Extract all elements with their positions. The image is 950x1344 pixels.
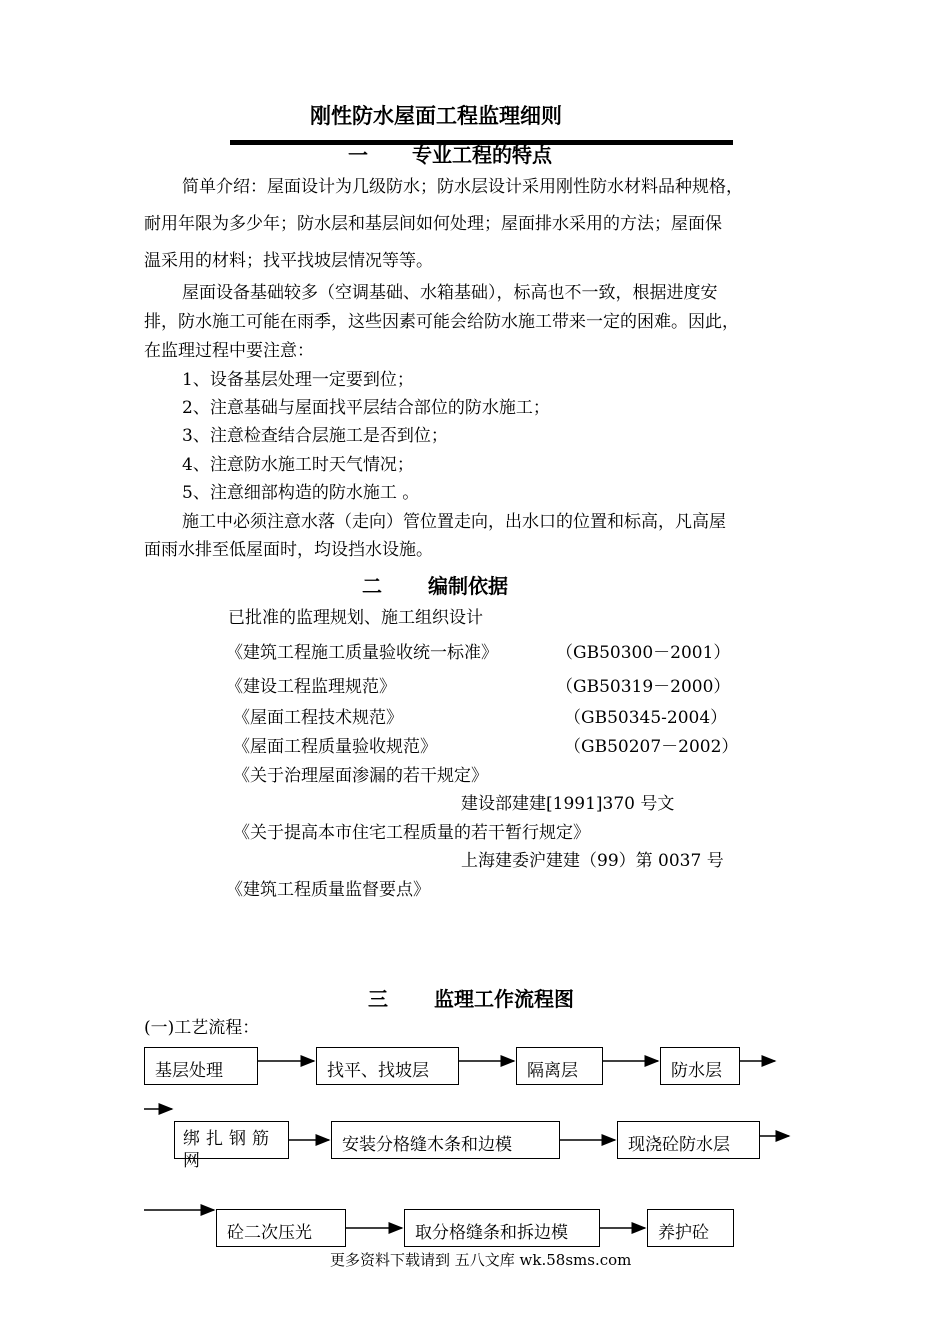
ref-2-name: 《建设工程监理规范》 xyxy=(226,677,396,697)
basis-first: 已批准的监理规划、施工组织设计 xyxy=(228,608,483,628)
section-1-number: 一 xyxy=(348,143,368,167)
ref-7-name: 《建筑工程质量监督要点》 xyxy=(226,880,430,900)
ref-5-issuer: 建设部建建[1991]370 号文 xyxy=(461,794,675,814)
ref-6-name: 《关于提高本市住宅工程质量的若干暂行规定》 xyxy=(233,823,590,843)
para2-line-3: 在监理过程中要注意： xyxy=(144,341,314,361)
footer-text: 更多资料下载请到 五八文库 wk.58sms.com xyxy=(330,1251,632,1269)
intro-line-3: 温采用的材料；找平找坡层情况等等。 xyxy=(144,251,433,271)
list-item-1: 1、设备基层处理一定要到位； xyxy=(182,370,414,390)
section-1-heading: 专业工程的特点 xyxy=(412,143,552,167)
flow-step-base-treatment: 基层处理 xyxy=(144,1047,258,1085)
ref-6-issuer: 上海建委沪建建（99）第 0037 号 xyxy=(461,851,724,871)
flow-step-cast-concrete: 现浇砼防水层 xyxy=(617,1121,760,1159)
para3-line-2: 面雨水排至低屋面时，均设挡水设施。 xyxy=(144,540,433,560)
ref-4-code: （GB50207－2002） xyxy=(564,737,739,757)
para2-line-2: 排，防水施工可能在雨季，这些因素可能会给防水施工带来一定的困难。因此， xyxy=(144,312,739,332)
flow-step-isolation: 隔离层 xyxy=(516,1047,603,1085)
flow-step-waterproof: 防水层 xyxy=(660,1047,740,1085)
ref-3-name: 《屋面工程技术规范》 xyxy=(233,708,403,728)
section-3-number: 三 xyxy=(368,987,388,1011)
flow-step-curing: 养护砼 xyxy=(647,1209,734,1247)
flow-step-rebar: 绑扎钢筋网 xyxy=(174,1121,289,1159)
flow-step-remove-strips: 取分格缝条和拆边模 xyxy=(404,1209,600,1247)
para3-line-1: 施工中必须注意水落（走向）管位置走向，出水口的位置和标高，凡高屋 xyxy=(182,512,726,532)
ref-2-code: （GB50319－2000） xyxy=(556,677,731,697)
ref-4-name: 《屋面工程质量验收规范》 xyxy=(233,737,437,757)
ref-5-name: 《关于治理屋面渗漏的若干规定》 xyxy=(233,766,488,786)
ref-3-code: （GB50345-2004） xyxy=(564,708,728,728)
document-title: 刚性防水屋面工程监理细则 xyxy=(310,104,562,128)
list-item-5: 5、注意细部构造的防水施工 。 xyxy=(182,483,420,503)
list-item-4: 4、注意防水施工时天气情况； xyxy=(182,455,414,475)
para2-line-1: 屋面设备基础较多（空调基础、水箱基础），标高也不一致，根据进度安 xyxy=(182,283,718,303)
flow-step-leveling: 找平、找坡层 xyxy=(316,1047,459,1085)
list-item-3: 3、注意检查结合层施工是否到位； xyxy=(182,426,448,446)
ref-1-name: 《建筑工程施工质量验收统一标准》 xyxy=(226,643,498,663)
section-2-heading: 编制依据 xyxy=(428,574,508,598)
ref-1-code: （GB50300－2001） xyxy=(556,643,731,663)
section-3-heading: 监理工作流程图 xyxy=(434,987,574,1011)
intro-line-1: 简单介绍：屋面设计为几级防水；防水层设计采用刚性防水材料品种规格， xyxy=(182,177,743,197)
flow-step-formwork: 安装分格缝木条和边模 xyxy=(331,1121,560,1159)
list-item-2: 2、注意基础与屋面找平层结合部位的防水施工； xyxy=(182,398,550,418)
process-subheading: (一)工艺流程： xyxy=(144,1018,260,1038)
intro-line-2: 耐用年限为多少年；防水层和基层间如何处理；屋面排水采用的方法；屋面保 xyxy=(144,214,722,234)
section-2-number: 二 xyxy=(362,574,382,598)
flow-step-second-press: 砼二次压光 xyxy=(216,1209,346,1247)
